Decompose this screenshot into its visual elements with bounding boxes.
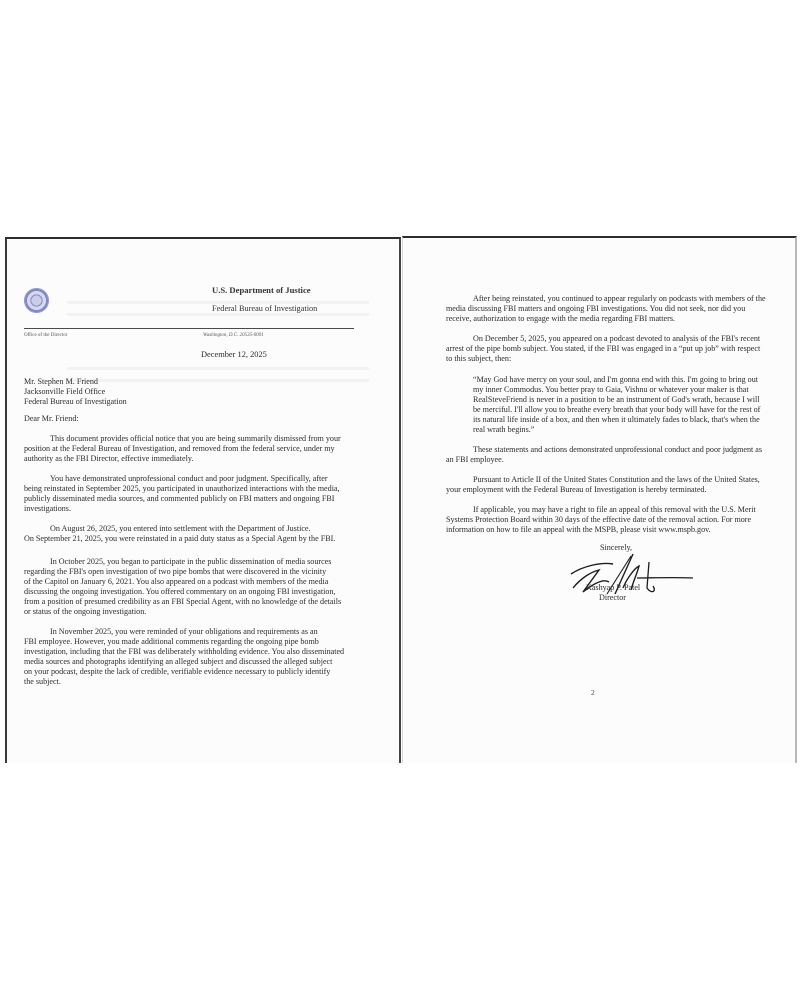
text-line: of the Capitol on January 6, 2021. You also appeared on a podcast with members of the media (24, 577, 329, 586)
letterhead-department: U.S. Department of Justice (212, 285, 311, 295)
text-line: Pursuant to Article II of the United States Constitution and the laws of the United States, (473, 475, 760, 484)
doj-seal-icon (24, 288, 49, 313)
text-line: investigation, including that the FBI was deliberately withholding evidence. You also disseminated (24, 647, 345, 656)
bleed-through-text (67, 379, 369, 382)
signer-title: Director (599, 593, 626, 602)
text-line: In October 2025, you began to participate in the public dissemination of media sources (50, 557, 332, 566)
text-line: After being reinstated, you continued to appear regularly on podcasts with members of the (473, 294, 766, 303)
bleed-through-text (67, 367, 369, 370)
text-line: publicly disseminated media sources, and commented publicly on FBI matters and ongoing FBI (24, 494, 335, 503)
text-line: your employment with the Federal Bureau of Investigation is hereby terminated. (446, 485, 707, 494)
quote-line: its natural life inside of a box, and then when it ultimately fades to black, that's when the (473, 415, 760, 424)
text-line: receive, authorization to engage with the media regarding FBI matters. (446, 314, 676, 323)
page-number: 2 (591, 688, 595, 697)
quote-line: “May God have mercy on your soul, and I'm gonna end with this. I'm going to bring out (473, 375, 759, 384)
text-line: On September 21, 2025, you were reinstated in a paid duty status as a Special Agent by the FBI. (24, 534, 336, 543)
signer-name: Kashyap P. Patel (586, 583, 641, 592)
letter-page-2 (402, 236, 797, 763)
recipient-line: Mr. Stephen M. Friend (24, 377, 98, 386)
letterhead-address: Washington, D.C. 20535-0001 (203, 333, 264, 338)
letter-page-1 (5, 237, 401, 763)
bleed-through-text (67, 313, 369, 316)
text-line: from a position of presumed credibility as an FBI Special Agent, with no knowledge of the details (24, 597, 342, 606)
text-line: information on how to file an appeal with the MSPB, please visit www.mspb.gov. (446, 525, 711, 534)
text-line: investigations. (24, 504, 71, 513)
quote-line: be merciful. I'll allow you to breathe every breath that your body will have for the rest of (473, 405, 761, 414)
text-line: discussing the ongoing investigation. You offered commentary on an ongoing FBI investigation, (24, 587, 336, 596)
quote-line: my inner Commodus. You better pray to Gaia, Vishnu or whatever your maker is that (473, 385, 749, 394)
text-line: regarding the FBI's open investigation of two pipe bombs that were discovered in the vicinity (24, 567, 327, 576)
text-line: an FBI employee. (446, 455, 504, 464)
signature-icon (553, 548, 703, 608)
salutation: Dear Mr. Friend: (24, 414, 79, 423)
text-line: media discussing FBI matters and ongoing FBI investigations. You did not seek, nor did you (446, 304, 746, 313)
text-line: Systems Protection Board within 30 days of the effective date of the removal action. For more (446, 515, 752, 524)
text-line: the subject. (24, 677, 61, 686)
text-line: If applicable, you may have a right to file an appeal of this removal with the U.S. Merit (473, 505, 756, 514)
text-line: being reinstated in September 2025, you participated in unauthorized interactions with the media, (24, 484, 340, 493)
text-line: This document provides official notice that you are being summarily dismissed from your (50, 434, 341, 443)
recipient-line: Jacksonville Field Office (24, 387, 106, 396)
text-line: On December 5, 2025, you appeared on a podcast devoted to analysis of the FBI's recent (473, 334, 761, 343)
text-line: media sources and photographs identifying an alleged subject and discussed the alleged subject (24, 657, 333, 666)
text-line: arrest of the pipe bomb subject. You stated, if the FBI was engaged in a “put up job” with respect (446, 344, 761, 353)
text-line: FBI employee. However, you made additional comments regarding the ongoing pipe bomb (24, 637, 319, 646)
text-line: on your podcast, despite the lack of credible, verifiable evidence necessary to publicly identify (24, 667, 331, 676)
closing: Sincerely, (600, 543, 633, 552)
text-line: On August 26, 2025, you entered into settlement with the Department of Justice. (50, 524, 311, 533)
text-line: In November 2025, you were reminded of your obligations and requirements as an (50, 627, 318, 636)
recipient-line: Federal Bureau of Investigation (24, 397, 127, 406)
text-line: These statements and actions demonstrated unprofessional conduct and poor judgment as (473, 445, 763, 454)
quote-line: RealSteveFriend is never in a position to be an instrument of God's wrath, because I will (473, 395, 760, 404)
quote-line: real wrath begins.” (473, 425, 535, 434)
text-line: You have demonstrated unprofessional conduct and poor judgment. Specifically, after (50, 474, 328, 483)
text-line: to this subject, then: (446, 354, 512, 363)
letter-date: December 12, 2025 (201, 350, 267, 359)
text-line: authority as the FBI Director, effective immediately. (24, 454, 194, 463)
letterhead-office: Office of the Director (24, 333, 68, 338)
text-line: position at the Federal Bureau of Investigation, and removed from the federal service, under my (24, 444, 335, 453)
letterhead-divider (24, 328, 354, 329)
text-line: or status of the ongoing investigation. (24, 607, 147, 616)
letterhead-bureau: Federal Bureau of Investigation (212, 304, 318, 313)
